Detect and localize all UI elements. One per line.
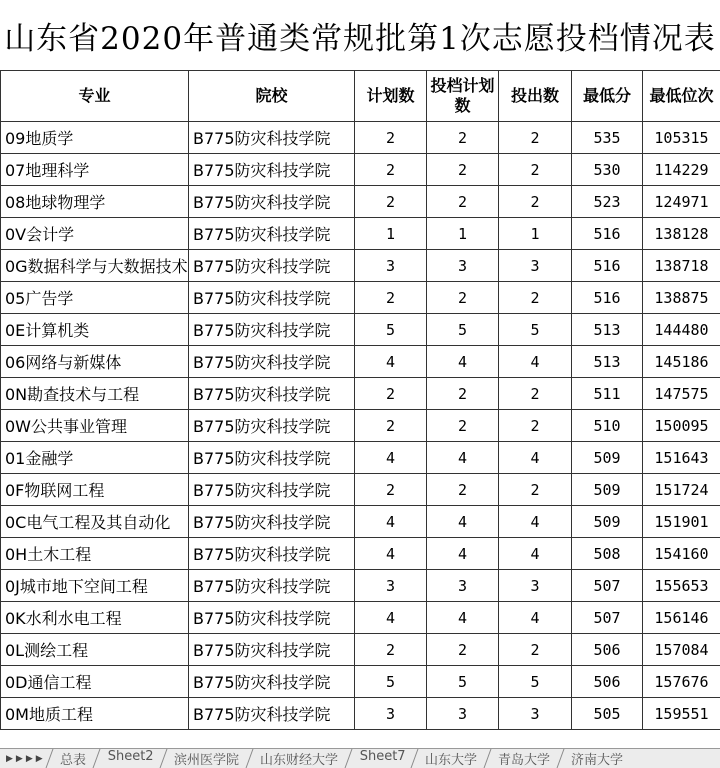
cell-plan-count[interactable]: 2	[355, 378, 427, 410]
header-major[interactable]: 专业	[1, 71, 189, 122]
tab-last-icon[interactable]: ▶	[36, 754, 43, 764]
cell-school[interactable]: B775防灾科技学院	[189, 282, 355, 314]
cell-min-rank[interactable]: 151724	[643, 474, 720, 506]
cell-admit-plan-count[interactable]: 2	[427, 474, 499, 506]
cell-min-rank[interactable]: 155653	[643, 570, 720, 602]
cell-admit-plan-count[interactable]: 4	[427, 346, 499, 378]
cell-plan-count[interactable]: 2	[355, 122, 427, 154]
cell-min-score[interactable]: 507	[572, 570, 643, 602]
cell-min-score[interactable]: 516	[572, 282, 643, 314]
cell-admit-plan-count[interactable]: 4	[427, 506, 499, 538]
cell-admitted-count[interactable]: 2	[499, 410, 572, 442]
sheet-tab[interactable]	[245, 749, 351, 768]
cell-plan-count[interactable]: 5	[355, 666, 427, 698]
cell-plan-count[interactable]: 2	[355, 154, 427, 186]
cell-plan-count[interactable]: 2	[355, 410, 427, 442]
table-row	[1, 218, 720, 250]
cell-plan-count[interactable]: 5	[355, 314, 427, 346]
cell-min-rank[interactable]: 150095	[643, 410, 720, 442]
cell-school[interactable]: B775防灾科技学院	[189, 698, 355, 730]
table-row	[1, 250, 720, 282]
cell-admitted-count[interactable]: 2	[499, 378, 572, 410]
table-row	[1, 474, 720, 506]
sheet-tab[interactable]	[411, 749, 491, 768]
cell-min-rank[interactable]: 124971	[643, 186, 720, 218]
cell-min-rank[interactable]: 159551	[643, 698, 720, 730]
cell-min-rank[interactable]: 138875	[643, 282, 720, 314]
sheet-tab[interactable]	[557, 749, 637, 768]
cell-major[interactable]: 0C电气工程及其自动化	[1, 506, 189, 538]
cell-admitted-count[interactable]: 4	[499, 442, 572, 474]
cell-admitted-count[interactable]: 5	[499, 314, 572, 346]
table-row	[1, 442, 720, 474]
cell-admit-plan-count[interactable]: 4	[427, 442, 499, 474]
cell-school[interactable]: B775防灾科技学院	[189, 410, 355, 442]
table-row	[1, 666, 720, 698]
cell-plan-count[interactable]: 1	[355, 218, 427, 250]
cell-min-rank[interactable]: 138128	[643, 218, 720, 250]
cell-min-score[interactable]: 509	[572, 442, 643, 474]
cell-major[interactable]: 0D通信工程	[1, 666, 189, 698]
cell-admitted-count[interactable]: 3	[499, 570, 572, 602]
cell-admitted-count[interactable]: 4	[499, 346, 572, 378]
cell-admitted-count[interactable]: 4	[499, 538, 572, 570]
table-row	[1, 506, 720, 538]
cell-admitted-count[interactable]: 2	[499, 122, 572, 154]
cell-admitted-count[interactable]: 2	[499, 474, 572, 506]
table-row	[1, 634, 720, 666]
cell-school[interactable]: B775防灾科技学院	[189, 218, 355, 250]
table-row	[1, 282, 720, 314]
cell-plan-count[interactable]: 4	[355, 442, 427, 474]
table-row	[1, 122, 720, 154]
cell-min-rank[interactable]: 147575	[643, 378, 720, 410]
cell-admitted-count[interactable]: 2	[499, 282, 572, 314]
sheet-tab[interactable]	[159, 749, 252, 768]
cell-major[interactable]: 0V会计学	[1, 218, 189, 250]
cell-admitted-count[interactable]: 2	[499, 186, 572, 218]
sheet-tab-label: Sheet7	[359, 749, 405, 764]
header-plan-count[interactable]: 计划数	[355, 71, 427, 122]
header-admitted-count[interactable]: 投出数	[499, 71, 572, 122]
cell-major[interactable]: 08地球物理学	[1, 186, 189, 218]
cell-admitted-count[interactable]: 2	[499, 634, 572, 666]
cell-plan-count[interactable]: 2	[355, 282, 427, 314]
sheet-tab-label: 滨州医学院	[174, 749, 239, 768]
header-school[interactable]: 院校	[189, 71, 355, 122]
cell-min-score[interactable]: 507	[572, 602, 643, 634]
cell-major[interactable]: 0M地质工程	[1, 698, 189, 730]
cell-min-rank[interactable]: 105315	[643, 122, 720, 154]
header-row	[1, 71, 720, 122]
cell-admit-plan-count[interactable]: 2	[427, 186, 499, 218]
cell-admit-plan-count[interactable]: 5	[427, 314, 499, 346]
cell-min-rank[interactable]: 157676	[643, 666, 720, 698]
cell-school[interactable]: B775防灾科技学院	[189, 250, 355, 282]
cell-admit-plan-count[interactable]: 2	[427, 634, 499, 666]
cell-major[interactable]: 0H土木工程	[1, 538, 189, 570]
sheet-tab-label: Sheet2	[107, 749, 153, 764]
cell-min-rank[interactable]: 157084	[643, 634, 720, 666]
cell-admit-plan-count[interactable]: 2	[427, 410, 499, 442]
cell-admitted-count[interactable]: 3	[499, 698, 572, 730]
table-row	[1, 538, 720, 570]
cell-major[interactable]: 0N勘查技术与工程	[1, 378, 189, 410]
cell-admit-plan-count[interactable]: 3	[427, 698, 499, 730]
cell-admit-plan-count[interactable]: 3	[427, 250, 499, 282]
sheet-tab[interactable]	[484, 749, 564, 768]
table-row	[1, 570, 720, 602]
cell-min-score[interactable]: 506	[572, 634, 643, 666]
cell-plan-count[interactable]: 4	[355, 602, 427, 634]
cell-school[interactable]: B775防灾科技学院	[189, 442, 355, 474]
cell-min-score[interactable]: 530	[572, 154, 643, 186]
cell-school[interactable]: B775防灾科技学院	[189, 314, 355, 346]
cell-min-rank[interactable]: 114229	[643, 154, 720, 186]
sheet-tab-label: 总表	[60, 749, 86, 768]
sheet-tab[interactable]	[344, 749, 418, 768]
cell-admitted-count[interactable]: 2	[499, 154, 572, 186]
cell-school[interactable]: B775防灾科技学院	[189, 634, 355, 666]
cell-plan-count[interactable]: 2	[355, 186, 427, 218]
cell-min-rank[interactable]: 138718	[643, 250, 720, 282]
cell-min-score[interactable]: 509	[572, 506, 643, 538]
cell-major[interactable]: 0G数据科学与大数据技术	[1, 250, 189, 282]
cell-major[interactable]: 0E计算机类	[1, 314, 189, 346]
cell-min-rank[interactable]: 156146	[643, 602, 720, 634]
sheet-tab-label: 青岛大学	[498, 749, 550, 768]
page-title: 山东省2020年普通类常规批第1次志愿投档情况表	[0, 0, 720, 70]
sheet-tab-bar	[0, 748, 720, 768]
cell-min-rank[interactable]: 154160	[643, 538, 720, 570]
table-row	[1, 346, 720, 378]
sheet-tab[interactable]	[45, 749, 99, 768]
cell-major[interactable]: 0F物联网工程	[1, 474, 189, 506]
cell-admit-plan-count[interactable]: 2	[427, 122, 499, 154]
cell-min-score[interactable]: 506	[572, 666, 643, 698]
cell-school[interactable]: B775防灾科技学院	[189, 122, 355, 154]
cell-plan-count[interactable]: 3	[355, 570, 427, 602]
cell-min-score[interactable]: 516	[572, 218, 643, 250]
cell-major[interactable]: 0J城市地下空间工程	[1, 570, 189, 602]
cell-admit-plan-count[interactable]: 1	[427, 218, 499, 250]
table-row	[1, 602, 720, 634]
cell-school[interactable]: B775防灾科技学院	[189, 602, 355, 634]
cell-min-score[interactable]: 535	[572, 122, 643, 154]
cell-admitted-count[interactable]: 4	[499, 602, 572, 634]
table-row	[1, 154, 720, 186]
cell-school[interactable]: B775防灾科技学院	[189, 378, 355, 410]
cell-admit-plan-count[interactable]: 4	[427, 538, 499, 570]
cell-school[interactable]: B775防灾科技学院	[189, 474, 355, 506]
cell-min-score[interactable]: 510	[572, 410, 643, 442]
cell-school[interactable]: B775防灾科技学院	[189, 666, 355, 698]
tab-first-icon[interactable]: ▶	[6, 754, 13, 764]
cell-school[interactable]: B775防灾科技学院	[189, 154, 355, 186]
cell-admitted-count[interactable]: 3	[499, 250, 572, 282]
cell-major[interactable]: 0W公共事业管理	[1, 410, 189, 442]
cell-major[interactable]: 07地理科学	[1, 154, 189, 186]
tab-scroll-buttons[interactable]	[0, 754, 49, 764]
cell-major[interactable]: 06网络与新媒体	[1, 346, 189, 378]
cell-admit-plan-count[interactable]: 3	[427, 570, 499, 602]
cell-major[interactable]: 0L测绘工程	[1, 634, 189, 666]
sheet-tab[interactable]	[92, 749, 166, 768]
table-row	[1, 378, 720, 410]
tab-next-icon[interactable]: ▶	[26, 754, 33, 764]
sheet-tab-label: 山东财经大学	[260, 749, 338, 768]
cell-admitted-count[interactable]: 5	[499, 666, 572, 698]
cell-min-score[interactable]: 505	[572, 698, 643, 730]
table-row	[1, 314, 720, 346]
cell-major[interactable]: 05广告学	[1, 282, 189, 314]
sheet-tab-label: 山东大学	[425, 749, 477, 768]
cell-major[interactable]: 0K水利水电工程	[1, 602, 189, 634]
cell-min-score[interactable]: 508	[572, 538, 643, 570]
cell-min-rank[interactable]: 151901	[643, 506, 720, 538]
cell-school[interactable]: B775防灾科技学院	[189, 186, 355, 218]
cell-plan-count[interactable]: 4	[355, 538, 427, 570]
header-min-rank[interactable]: 最低位次	[643, 71, 720, 122]
cell-min-score[interactable]: 511	[572, 378, 643, 410]
table-row	[1, 698, 720, 730]
cell-min-score[interactable]: 513	[572, 314, 643, 346]
table-row	[1, 410, 720, 442]
cell-school[interactable]: B775防灾科技学院	[189, 346, 355, 378]
cell-plan-count[interactable]: 3	[355, 698, 427, 730]
cell-major[interactable]: 09地质学	[1, 122, 189, 154]
header-min-score[interactable]: 最低分	[572, 71, 643, 122]
cell-admitted-count[interactable]: 1	[499, 218, 572, 250]
cell-school[interactable]: B775防灾科技学院	[189, 538, 355, 570]
cell-admit-plan-count[interactable]: 2	[427, 154, 499, 186]
sheet-tab-label: 济南大学	[571, 749, 623, 768]
cell-min-score[interactable]: 523	[572, 186, 643, 218]
cell-plan-count[interactable]: 4	[355, 506, 427, 538]
cell-plan-count[interactable]: 2	[355, 634, 427, 666]
header-admit-plan-count[interactable]: 投档计划数	[427, 71, 499, 122]
admission-table	[0, 70, 720, 730]
cell-admit-plan-count[interactable]: 2	[427, 282, 499, 314]
cell-plan-count[interactable]: 4	[355, 346, 427, 378]
cell-plan-count[interactable]: 3	[355, 250, 427, 282]
cell-plan-count[interactable]: 2	[355, 474, 427, 506]
cell-major[interactable]: 01金融学	[1, 442, 189, 474]
table-row	[1, 186, 720, 218]
tab-prev-icon[interactable]: ▶	[16, 754, 23, 764]
cell-min-score[interactable]: 513	[572, 346, 643, 378]
cell-admit-plan-count[interactable]: 2	[427, 378, 499, 410]
cell-min-rank[interactable]: 145186	[643, 346, 720, 378]
cell-min-rank[interactable]: 151643	[643, 442, 720, 474]
cell-admit-plan-count[interactable]: 5	[427, 666, 499, 698]
cell-min-score[interactable]: 516	[572, 250, 643, 282]
cell-school[interactable]: B775防灾科技学院	[189, 570, 355, 602]
cell-admitted-count[interactable]: 4	[499, 506, 572, 538]
cell-admit-plan-count[interactable]: 4	[427, 602, 499, 634]
cell-min-score[interactable]: 509	[572, 474, 643, 506]
cell-school[interactable]: B775防灾科技学院	[189, 506, 355, 538]
cell-min-rank[interactable]: 144480	[643, 314, 720, 346]
